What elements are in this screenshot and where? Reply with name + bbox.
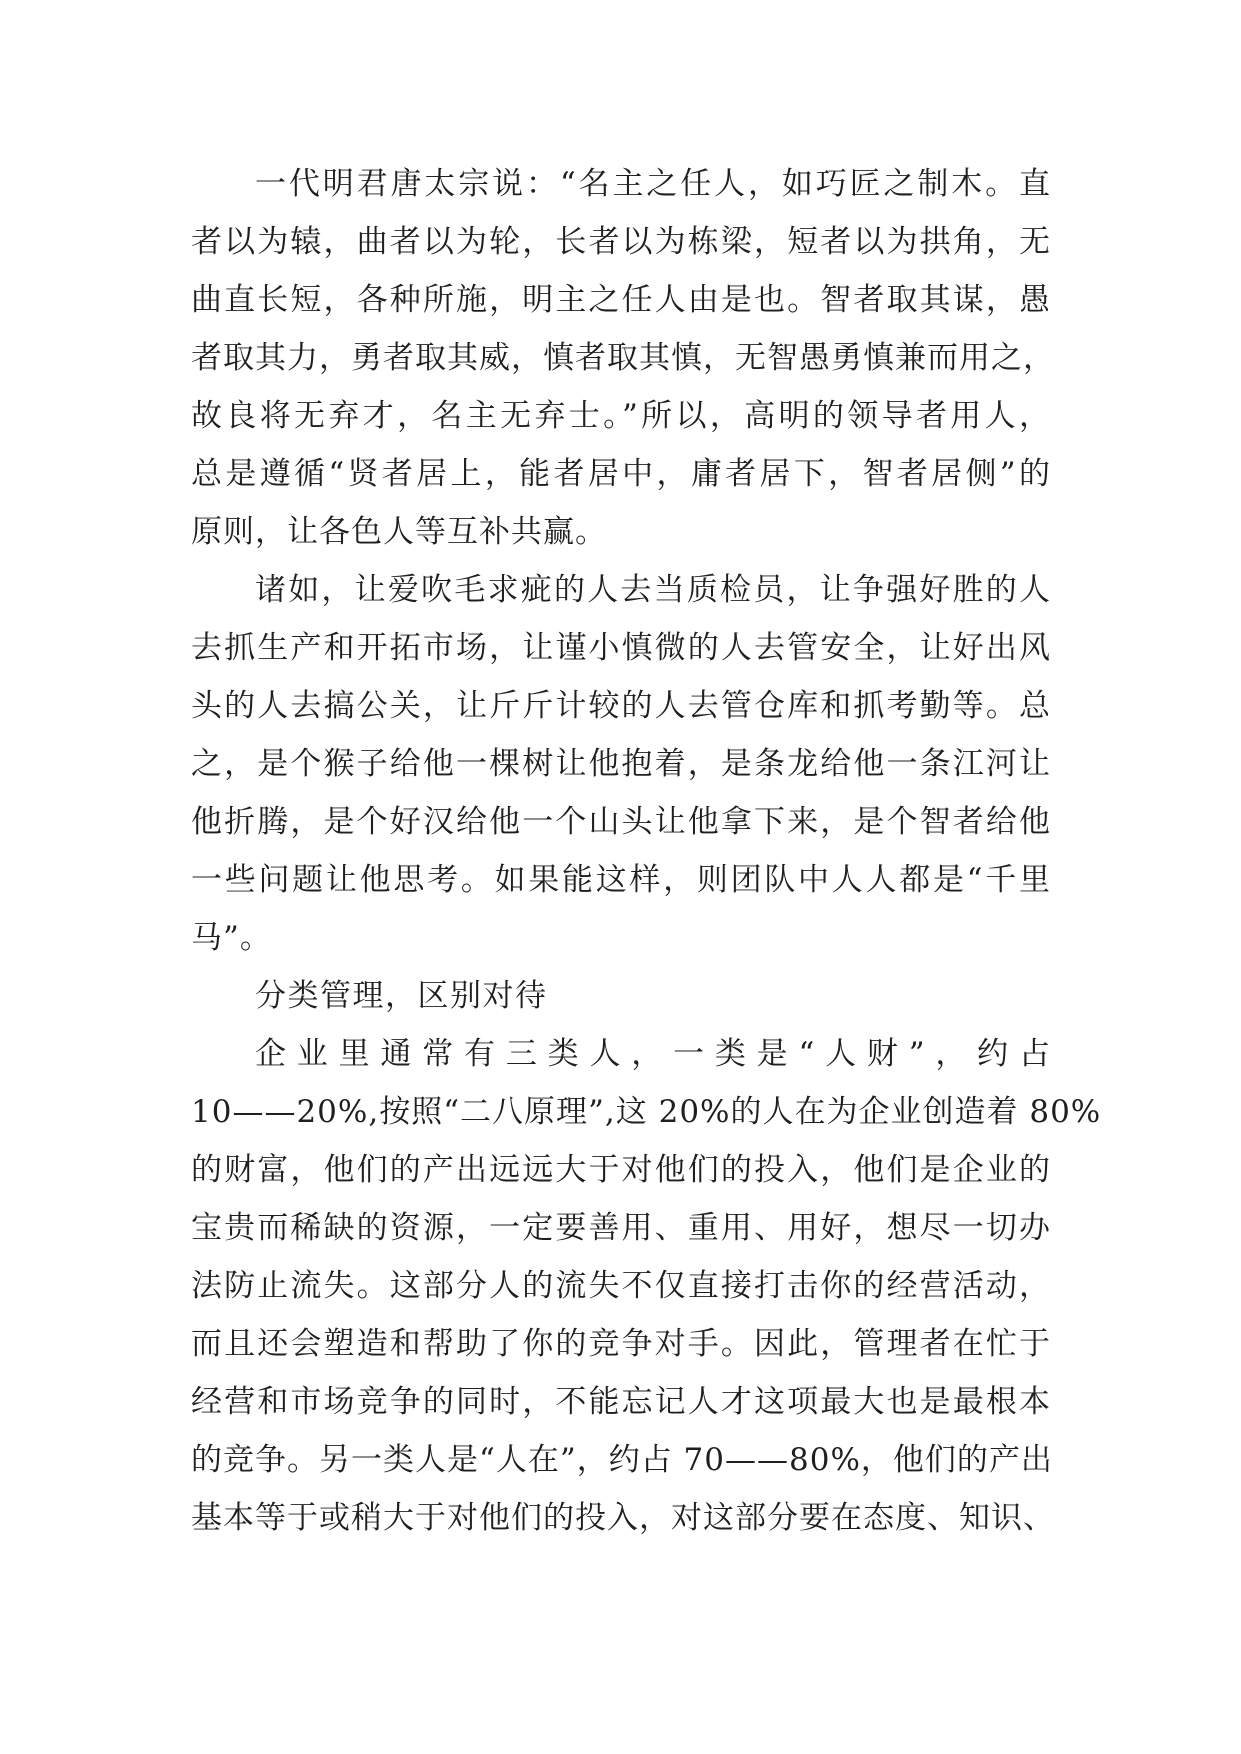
paragraph-line: 的财富，他们的产出远远大于对他们的投入，他们是企业的 bbox=[191, 1152, 1051, 1188]
body-text bbox=[191, 155, 1102, 1547]
paragraph-line: 宝贵而稀缺的资源，一定要善用、重用、用好，想尽一切办 bbox=[191, 1210, 1051, 1246]
paragraph-line: 故良将无弃才，名主无弃士。”所以，高明的领导者用人， bbox=[191, 398, 1051, 434]
paragraph-line: 而且还会塑造和帮助了你的竞争对手。因此，管理者在忙于 bbox=[191, 1326, 1051, 1362]
paragraph-line: 经营和市场竞争的同时，不能忘记人才这项最大也是最根本 bbox=[191, 1384, 1051, 1420]
paragraph-line: 原则，让各色人等互补共赢。 bbox=[191, 514, 607, 550]
paragraph-line: 马”。 bbox=[191, 920, 272, 956]
paragraph-line: 基本等于或稍大于对他们的投入，对这部分要在态度、知识、 bbox=[191, 1500, 1055, 1536]
paragraph-line: 去抓生产和开拓市场，让谨小慎微的人去管安全，让好出风 bbox=[191, 630, 1051, 666]
paragraph-line: 10——20%,按照“二八原理”,这 20%的人在为企业创造着 80% bbox=[191, 1094, 1102, 1130]
paragraph-line: 者以为辕，曲者以为轮，长者以为栋梁，短者以为拱角，无 bbox=[191, 224, 1051, 260]
paragraph-line: 曲直长短，各种所施，明主之任人由是也。智者取其谋，愚 bbox=[191, 282, 1051, 318]
paragraph-line: 之，是个猴子给他一棵树让他抱着，是条龙给他一条江河让 bbox=[191, 746, 1051, 782]
paragraph-line: 一代明君唐太宗说：“名主之任人，如巧匠之制木。直 bbox=[255, 166, 1051, 202]
paragraph-line: 者取其力，勇者取其威，慎者取其慎，无智愚勇慎兼而用之， bbox=[191, 340, 1055, 376]
paragraph-line: 他折腾，是个好汉给他一个山头让他拿下来，是个智者给他 bbox=[191, 804, 1051, 840]
paragraph-line: 头的人去搞公关，让斤斤计较的人去管仓库和抓考勤等。总 bbox=[191, 688, 1051, 724]
paragraph-line: 法防止流失。这部分人的流失不仅直接打击你的经营活动， bbox=[191, 1268, 1051, 1304]
paragraph-line: 一些问题让他思考。如果能这样，则团队中人人都是“千里 bbox=[191, 862, 1051, 898]
paragraph-line: 诸如，让爱吹毛求疵的人去当质检员，让争强好胜的人 bbox=[255, 572, 1051, 608]
section-heading: 分类管理，区别对待 bbox=[255, 978, 548, 1014]
paragraph-line: 企业里通常有三类人，一类是“人财”，约占 bbox=[255, 1036, 1051, 1072]
paragraph-line: 的竞争。另一类人是“人在”，约占 70——80%，他们的产出 bbox=[191, 1442, 1053, 1478]
paragraph-line: 总是遵循“贤者居上，能者居中，庸者居下，智者居侧”的 bbox=[191, 456, 1051, 492]
